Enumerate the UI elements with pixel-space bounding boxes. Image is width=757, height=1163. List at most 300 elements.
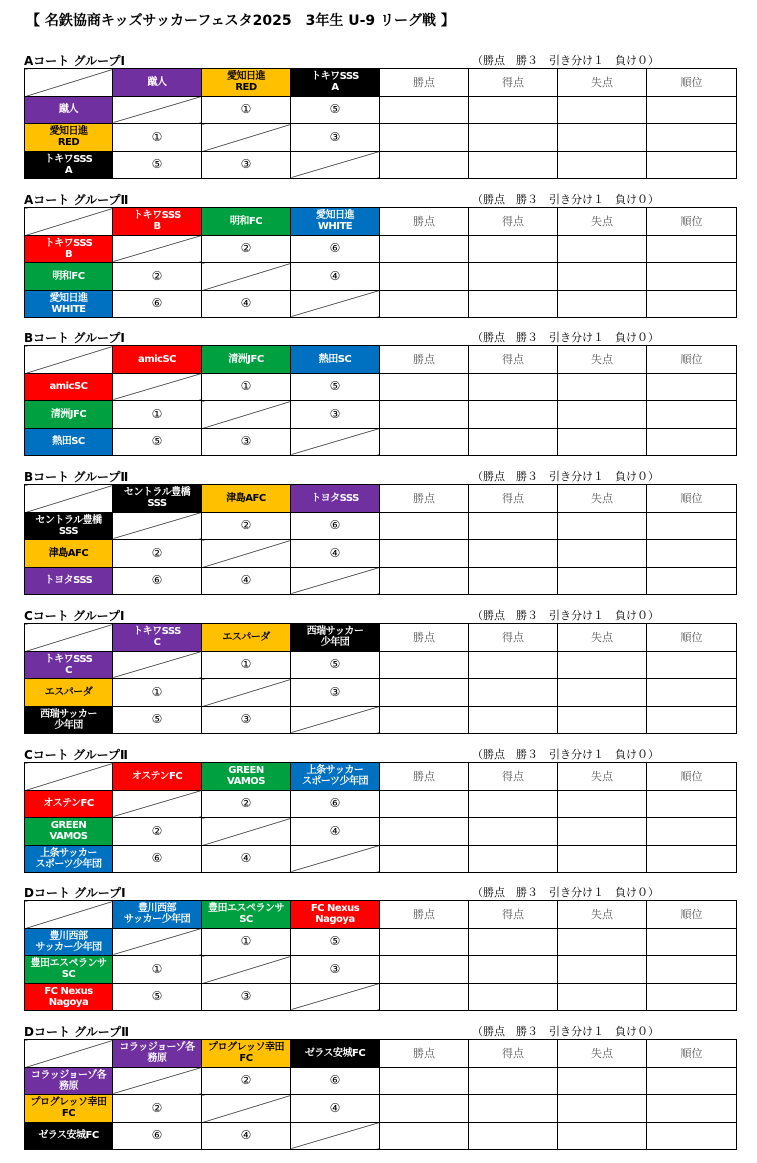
team-row-label: amicSC xyxy=(25,373,113,401)
stat-header-cell: 順位 xyxy=(647,1040,737,1068)
stat-cell xyxy=(647,124,737,152)
stat-cell xyxy=(469,401,558,429)
diagonal-cell xyxy=(113,373,202,401)
stat-cell xyxy=(469,567,558,595)
table-row xyxy=(25,567,737,595)
stat-header-cell: 失点 xyxy=(558,1040,647,1068)
match-cell: ⑥ xyxy=(113,1122,202,1150)
diagonal-cell xyxy=(202,401,291,429)
match-cell: ⑥ xyxy=(291,790,380,818)
stat-cell xyxy=(558,651,647,679)
stat-cell xyxy=(380,845,469,873)
stat-cell xyxy=(558,1122,647,1150)
group-label: Aコート グループⅠ xyxy=(24,54,125,68)
diagonal-cell xyxy=(113,1067,202,1095)
team-row-label: オステンFC xyxy=(25,790,113,818)
stat-cell xyxy=(558,428,647,456)
match-cell: ④ xyxy=(291,540,380,568)
table-row xyxy=(25,1067,737,1095)
match-cell: ② xyxy=(202,235,291,263)
stat-cell xyxy=(647,983,737,1011)
team-row-label: 愛知日進 RED xyxy=(25,124,113,152)
table-header-row xyxy=(25,346,737,374)
match-cell: ⑥ xyxy=(291,1067,380,1095)
stat-cell xyxy=(469,790,558,818)
league-table xyxy=(24,68,737,179)
stat-cell xyxy=(647,1067,737,1095)
stat-header-cell: 順位 xyxy=(647,901,737,929)
match-cell: ③ xyxy=(202,983,291,1011)
stat-cell xyxy=(558,124,647,152)
league-table xyxy=(24,207,737,318)
match-cell: ③ xyxy=(202,706,291,734)
match-cell: ⑤ xyxy=(291,928,380,956)
diagonal-cell xyxy=(291,151,380,179)
diagonal-cell xyxy=(202,540,291,568)
stat-cell xyxy=(380,679,469,707)
stat-header-cell: 得点 xyxy=(469,763,558,791)
match-cell: ① xyxy=(202,373,291,401)
team-header-cell: amicSC xyxy=(113,346,202,374)
table-row xyxy=(25,818,737,846)
match-cell: ⑤ xyxy=(113,428,202,456)
stat-cell xyxy=(380,96,469,124)
group-header xyxy=(24,1025,736,1039)
stat-cell xyxy=(469,845,558,873)
match-cell: ④ xyxy=(202,567,291,595)
stat-cell xyxy=(469,290,558,318)
stat-cell xyxy=(469,540,558,568)
table-header-row xyxy=(25,208,737,236)
match-cell: ③ xyxy=(202,428,291,456)
stat-cell xyxy=(558,679,647,707)
stat-cell xyxy=(558,512,647,540)
stat-cell xyxy=(380,373,469,401)
stat-cell xyxy=(647,928,737,956)
stat-cell xyxy=(647,290,737,318)
match-cell: ① xyxy=(113,401,202,429)
stat-cell xyxy=(647,373,737,401)
group-3 xyxy=(24,331,736,456)
stat-header-cell: 失点 xyxy=(558,346,647,374)
team-header-cell: 上条サッカー スポーツ少年団 xyxy=(291,763,380,791)
group-8 xyxy=(24,1025,736,1150)
group-2 xyxy=(24,193,736,318)
team-row-label: 豊田エスペランサ SC xyxy=(25,956,113,984)
stat-header-cell: 失点 xyxy=(558,763,647,791)
match-cell: ⑤ xyxy=(291,96,380,124)
match-cell: ② xyxy=(113,1095,202,1123)
match-cell: ④ xyxy=(202,1122,291,1150)
diagonal-cell xyxy=(113,235,202,263)
corner-cell xyxy=(25,763,113,791)
match-cell: ⑤ xyxy=(113,706,202,734)
group-label: Dコート グループⅡ xyxy=(24,1025,130,1039)
corner-cell xyxy=(25,208,113,236)
stat-cell xyxy=(647,512,737,540)
team-header-cell: コラッジョーゾ各 務原 xyxy=(113,1040,202,1068)
stat-cell xyxy=(647,651,737,679)
stat-header-cell: 失点 xyxy=(558,69,647,97)
group-label: Aコート グループⅡ xyxy=(24,193,129,207)
group-header xyxy=(24,470,736,484)
group-1 xyxy=(24,54,736,179)
stat-cell xyxy=(647,263,737,291)
stat-header-cell: 得点 xyxy=(469,624,558,652)
match-cell: ⑥ xyxy=(291,235,380,263)
match-cell: ⑥ xyxy=(113,290,202,318)
stat-cell xyxy=(647,1122,737,1150)
match-cell: ① xyxy=(202,651,291,679)
team-header-cell: トキワSSS A xyxy=(291,69,380,97)
group-label: Cコート グループⅡ xyxy=(24,748,128,762)
table-row xyxy=(25,540,737,568)
stat-cell xyxy=(469,1095,558,1123)
stat-header-cell: 得点 xyxy=(469,69,558,97)
stat-cell xyxy=(647,679,737,707)
corner-cell xyxy=(25,1040,113,1068)
stat-cell xyxy=(380,818,469,846)
team-header-cell: トキワSSS C xyxy=(113,624,202,652)
stat-cell xyxy=(647,1095,737,1123)
corner-cell xyxy=(25,485,113,513)
table-row xyxy=(25,1095,737,1123)
match-cell: ④ xyxy=(202,290,291,318)
diagonal-cell xyxy=(113,512,202,540)
match-cell: ② xyxy=(113,263,202,291)
match-cell: ① xyxy=(202,928,291,956)
group-header xyxy=(24,193,736,207)
team-row-label: トキワSSS B xyxy=(25,235,113,263)
match-cell: ① xyxy=(113,956,202,984)
stat-header-cell: 勝点 xyxy=(380,901,469,929)
table-row xyxy=(25,679,737,707)
stat-cell xyxy=(469,428,558,456)
match-cell: ② xyxy=(202,512,291,540)
stat-cell xyxy=(469,706,558,734)
stat-header-cell: 順位 xyxy=(647,485,737,513)
team-header-cell: 豊田エスペランサ SC xyxy=(202,901,291,929)
match-cell: ① xyxy=(202,96,291,124)
stat-cell xyxy=(558,373,647,401)
stat-header-cell: 勝点 xyxy=(380,69,469,97)
table-row xyxy=(25,263,737,291)
table-row xyxy=(25,96,737,124)
team-header-cell: トキワSSS B xyxy=(113,208,202,236)
diagonal-cell xyxy=(202,956,291,984)
match-cell: ④ xyxy=(291,818,380,846)
stat-cell xyxy=(647,96,737,124)
match-cell: ⑥ xyxy=(291,512,380,540)
stat-cell xyxy=(469,96,558,124)
stat-cell xyxy=(469,1122,558,1150)
team-header-cell: ゼラス安城FC xyxy=(291,1040,380,1068)
stat-cell xyxy=(380,1095,469,1123)
match-cell: ⑥ xyxy=(113,845,202,873)
stat-cell xyxy=(558,706,647,734)
points-rule: （勝点 勝３ 引き分け１ 負け０） xyxy=(472,609,659,622)
table-header-row xyxy=(25,69,737,97)
diagonal-cell xyxy=(202,679,291,707)
stat-cell xyxy=(558,790,647,818)
stat-cell xyxy=(647,845,737,873)
team-header-cell: 明和FC xyxy=(202,208,291,236)
stat-cell xyxy=(558,540,647,568)
team-row-label: 明和FC xyxy=(25,263,113,291)
match-cell: ③ xyxy=(291,956,380,984)
stat-cell xyxy=(469,512,558,540)
match-cell: ② xyxy=(113,540,202,568)
stat-cell xyxy=(380,956,469,984)
points-rule: （勝点 勝３ 引き分け１ 負け０） xyxy=(472,886,659,899)
league-table xyxy=(24,345,737,456)
team-row-label: ゼラス安城FC xyxy=(25,1122,113,1150)
team-row-label: 蹴人 xyxy=(25,96,113,124)
stat-header-cell: 順位 xyxy=(647,69,737,97)
team-row-label: トキワSSS A xyxy=(25,151,113,179)
stat-cell xyxy=(558,151,647,179)
table-row xyxy=(25,512,737,540)
stat-cell xyxy=(647,706,737,734)
stat-cell xyxy=(380,512,469,540)
stat-cell xyxy=(647,818,737,846)
stat-cell xyxy=(558,983,647,1011)
stat-cell xyxy=(558,928,647,956)
table-row xyxy=(25,428,737,456)
points-rule: （勝点 勝３ 引き分け１ 負け０） xyxy=(472,748,659,761)
stat-cell xyxy=(380,1067,469,1095)
diagonal-cell xyxy=(113,651,202,679)
stat-header-cell: 勝点 xyxy=(380,624,469,652)
table-row xyxy=(25,651,737,679)
stat-cell xyxy=(469,928,558,956)
team-header-cell: GREEN VAMOS xyxy=(202,763,291,791)
stat-cell xyxy=(647,956,737,984)
team-header-cell: 蹴人 xyxy=(113,69,202,97)
table-row xyxy=(25,124,737,152)
stat-cell xyxy=(558,1067,647,1095)
stat-cell xyxy=(469,151,558,179)
match-cell: ② xyxy=(202,1067,291,1095)
table-row xyxy=(25,928,737,956)
table-row xyxy=(25,290,737,318)
team-header-cell: プログレッソ幸田 FC xyxy=(202,1040,291,1068)
stat-cell xyxy=(469,373,558,401)
stat-cell xyxy=(380,540,469,568)
stat-header-cell: 順位 xyxy=(647,763,737,791)
team-row-label: 清洲JFC xyxy=(25,401,113,429)
team-row-label: 熱田SC xyxy=(25,428,113,456)
stat-cell xyxy=(380,401,469,429)
table-row xyxy=(25,845,737,873)
stat-cell xyxy=(380,290,469,318)
table-header-row xyxy=(25,901,737,929)
table-row xyxy=(25,956,737,984)
group-label: Cコート グループⅠ xyxy=(24,609,125,623)
team-header-cell: 豊川西部 サッカー少年団 xyxy=(113,901,202,929)
league-table xyxy=(24,1039,737,1150)
match-cell: ① xyxy=(113,679,202,707)
stat-header-cell: 得点 xyxy=(469,485,558,513)
team-row-label: FC Nexus Nagoya xyxy=(25,983,113,1011)
group-6 xyxy=(24,748,736,873)
team-header-cell: トヨタSSS xyxy=(291,485,380,513)
stat-header-cell: 失点 xyxy=(558,901,647,929)
team-header-cell: 熱田SC xyxy=(291,346,380,374)
stat-header-cell: 勝点 xyxy=(380,485,469,513)
stat-cell xyxy=(469,651,558,679)
stat-header-cell: 失点 xyxy=(558,624,647,652)
table-header-row xyxy=(25,1040,737,1068)
stat-cell xyxy=(647,151,737,179)
stat-cell xyxy=(558,96,647,124)
diagonal-cell xyxy=(291,428,380,456)
team-header-cell: 津島AFC xyxy=(202,485,291,513)
corner-cell xyxy=(25,346,113,374)
league-table xyxy=(24,900,737,1011)
team-row-label: プログレッソ幸田 FC xyxy=(25,1095,113,1123)
diagonal-cell xyxy=(113,96,202,124)
team-header-cell: FC Nexus Nagoya xyxy=(291,901,380,929)
stat-header-cell: 失点 xyxy=(558,208,647,236)
stat-cell xyxy=(380,706,469,734)
table-row xyxy=(25,235,737,263)
match-cell: ② xyxy=(113,818,202,846)
points-rule: （勝点 勝３ 引き分け１ 負け０） xyxy=(472,470,659,483)
stat-header-cell: 勝点 xyxy=(380,208,469,236)
group-header xyxy=(24,748,736,762)
group-5 xyxy=(24,609,736,734)
group-header xyxy=(24,54,736,68)
stat-cell xyxy=(558,567,647,595)
team-header-cell: 愛知日進 RED xyxy=(202,69,291,97)
team-row-label: エスパーダ xyxy=(25,679,113,707)
points-rule: （勝点 勝３ 引き分け１ 負け０） xyxy=(472,54,659,67)
stat-header-cell: 得点 xyxy=(469,901,558,929)
diagonal-cell xyxy=(113,790,202,818)
stat-cell xyxy=(380,124,469,152)
stat-cell xyxy=(380,263,469,291)
group-4 xyxy=(24,470,736,595)
stat-cell xyxy=(647,235,737,263)
table-header-row xyxy=(25,624,737,652)
diagonal-cell xyxy=(291,290,380,318)
stat-cell xyxy=(380,651,469,679)
match-cell: ① xyxy=(113,124,202,152)
diagonal-cell xyxy=(202,124,291,152)
team-row-label: 豊川西部 サッカー少年団 xyxy=(25,928,113,956)
stat-cell xyxy=(380,983,469,1011)
corner-cell xyxy=(25,624,113,652)
stat-header-cell: 勝点 xyxy=(380,1040,469,1068)
stat-cell xyxy=(469,983,558,1011)
stat-header-cell: 得点 xyxy=(469,1040,558,1068)
table-row xyxy=(25,1122,737,1150)
match-cell: ④ xyxy=(291,1095,380,1123)
stat-header-cell: 勝点 xyxy=(380,763,469,791)
team-header-cell: オステンFC xyxy=(113,763,202,791)
team-header-cell: 清洲JFC xyxy=(202,346,291,374)
team-row-label: 西瑞サッカー 少年団 xyxy=(25,706,113,734)
stat-cell xyxy=(469,235,558,263)
stat-cell xyxy=(558,401,647,429)
stat-cell xyxy=(558,956,647,984)
stat-header-cell: 順位 xyxy=(647,346,737,374)
match-cell: ④ xyxy=(291,263,380,291)
team-header-cell: 愛知日進 WHITE xyxy=(291,208,380,236)
diagonal-cell xyxy=(202,818,291,846)
team-row-label: コラッジョーゾ各 務原 xyxy=(25,1067,113,1095)
stat-cell xyxy=(558,235,647,263)
team-row-label: GREEN VAMOS xyxy=(25,818,113,846)
table-row xyxy=(25,790,737,818)
stat-cell xyxy=(558,290,647,318)
stat-cell xyxy=(380,1122,469,1150)
match-cell: ⑤ xyxy=(113,151,202,179)
match-cell: ③ xyxy=(291,679,380,707)
diagonal-cell xyxy=(202,1095,291,1123)
stat-cell xyxy=(380,790,469,818)
stat-cell xyxy=(469,1067,558,1095)
match-cell: ③ xyxy=(202,151,291,179)
match-cell: ⑤ xyxy=(291,651,380,679)
match-cell: ⑥ xyxy=(113,567,202,595)
table-row xyxy=(25,401,737,429)
match-cell: ④ xyxy=(202,845,291,873)
stat-cell xyxy=(558,1095,647,1123)
stat-header-cell: 勝点 xyxy=(380,346,469,374)
table-row xyxy=(25,706,737,734)
team-row-label: 上条サッカー スポーツ少年団 xyxy=(25,845,113,873)
stat-cell xyxy=(380,428,469,456)
group-label: Dコート グループⅠ xyxy=(24,886,126,900)
diagonal-cell xyxy=(202,263,291,291)
stat-cell xyxy=(647,401,737,429)
team-row-label: 愛知日進 WHITE xyxy=(25,290,113,318)
table-header-row xyxy=(25,763,737,791)
diagonal-cell xyxy=(113,928,202,956)
stat-header-cell: 順位 xyxy=(647,624,737,652)
match-cell: ③ xyxy=(291,401,380,429)
table-row xyxy=(25,151,737,179)
team-header-cell: エスパーダ xyxy=(202,624,291,652)
points-rule: （勝点 勝３ 引き分け１ 負け０） xyxy=(472,331,659,344)
team-row-label: 津島AFC xyxy=(25,540,113,568)
group-header xyxy=(24,886,736,900)
league-table xyxy=(24,484,737,595)
table-row xyxy=(25,373,737,401)
stat-cell xyxy=(647,428,737,456)
points-rule: （勝点 勝３ 引き分け１ 負け０） xyxy=(472,193,659,206)
diagonal-cell xyxy=(291,706,380,734)
group-header xyxy=(24,331,736,345)
match-cell: ⑤ xyxy=(113,983,202,1011)
team-row-label: トヨタSSS xyxy=(25,567,113,595)
match-cell: ③ xyxy=(291,124,380,152)
stat-cell xyxy=(558,845,647,873)
points-rule: （勝点 勝３ 引き分け１ 負け０） xyxy=(472,1025,659,1038)
stat-header-cell: 得点 xyxy=(469,208,558,236)
diagonal-cell xyxy=(291,1122,380,1150)
stat-cell xyxy=(469,818,558,846)
stat-header-cell: 得点 xyxy=(469,346,558,374)
stat-cell xyxy=(380,567,469,595)
diagonal-cell xyxy=(291,567,380,595)
stat-header-cell: 順位 xyxy=(647,208,737,236)
corner-cell xyxy=(25,69,113,97)
team-row-label: セントラル豊橋 SSS xyxy=(25,512,113,540)
stat-cell xyxy=(469,263,558,291)
